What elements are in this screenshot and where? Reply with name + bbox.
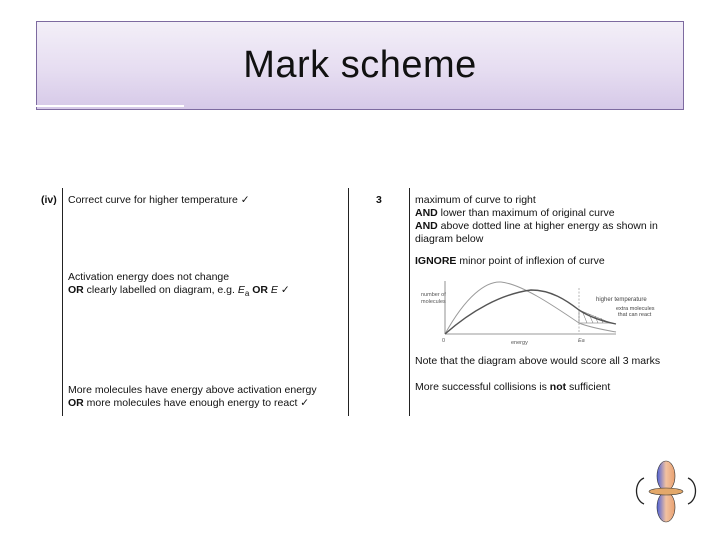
marking-point-text: Activation energy does not change [68, 271, 230, 283]
y-axis-label: molecules [421, 299, 446, 305]
extra-molecules-label: extra molecules [616, 306, 655, 312]
higher-temperature-curve [445, 290, 616, 334]
column-divider [409, 188, 410, 416]
column-divider [348, 188, 349, 416]
guidance-line: AND lower than maximum of original curve [415, 207, 615, 219]
slide-title: Mark scheme [243, 44, 477, 86]
guidance-line: maximum of curve to right [415, 194, 536, 206]
bracket-left [637, 478, 645, 504]
x-axis-label: energy [511, 340, 528, 346]
marking-point-alternative: OR clearly labelled on diagram, e.g. $E_a$ OR E ✓ [68, 284, 290, 299]
guidance-line: AND above dotted line at higher energy as shown in [415, 220, 658, 232]
guidance-line: diagram below [415, 233, 484, 245]
marks-value: 3 [376, 194, 382, 206]
marking-point-curve: Correct curve for higher temperature ✓ [68, 194, 250, 206]
origin-label: 0 [442, 338, 446, 344]
marking-point-alternative: OR more molecules have enough energy to react ✓ [68, 397, 310, 409]
d-orbital-logo [630, 458, 702, 524]
collisions-note: More successful collisions is not sufficient [415, 381, 611, 393]
marking-point-molecules [68, 384, 317, 410]
title-box [36, 21, 684, 110]
higher-temperature-label: higher temperature [596, 297, 647, 303]
energy-distribution-diagram [411, 276, 686, 348]
y-axis-label: number of [421, 292, 446, 298]
activation-energy-label: Ea [578, 338, 585, 344]
title-divider [36, 105, 184, 107]
scoring-note: Note that the diagram above would score all 3 marks [415, 355, 661, 367]
mark-scheme-table [36, 188, 686, 416]
orbital-lobe-bottom [657, 492, 675, 522]
question-part: (iv) [41, 194, 57, 206]
orbital-lobe-top [657, 461, 675, 491]
bracket-right [688, 478, 696, 504]
extra-molecules-label: that can react [618, 312, 652, 318]
marking-point-text: More molecules have energy above activation energy [68, 384, 317, 396]
marking-point-activation [68, 271, 290, 300]
guidance-block [415, 194, 658, 246]
orbital-torus [649, 488, 683, 495]
ignore-note: IGNORE minor point of inflexion of curve [415, 255, 605, 267]
column-divider [62, 188, 63, 416]
